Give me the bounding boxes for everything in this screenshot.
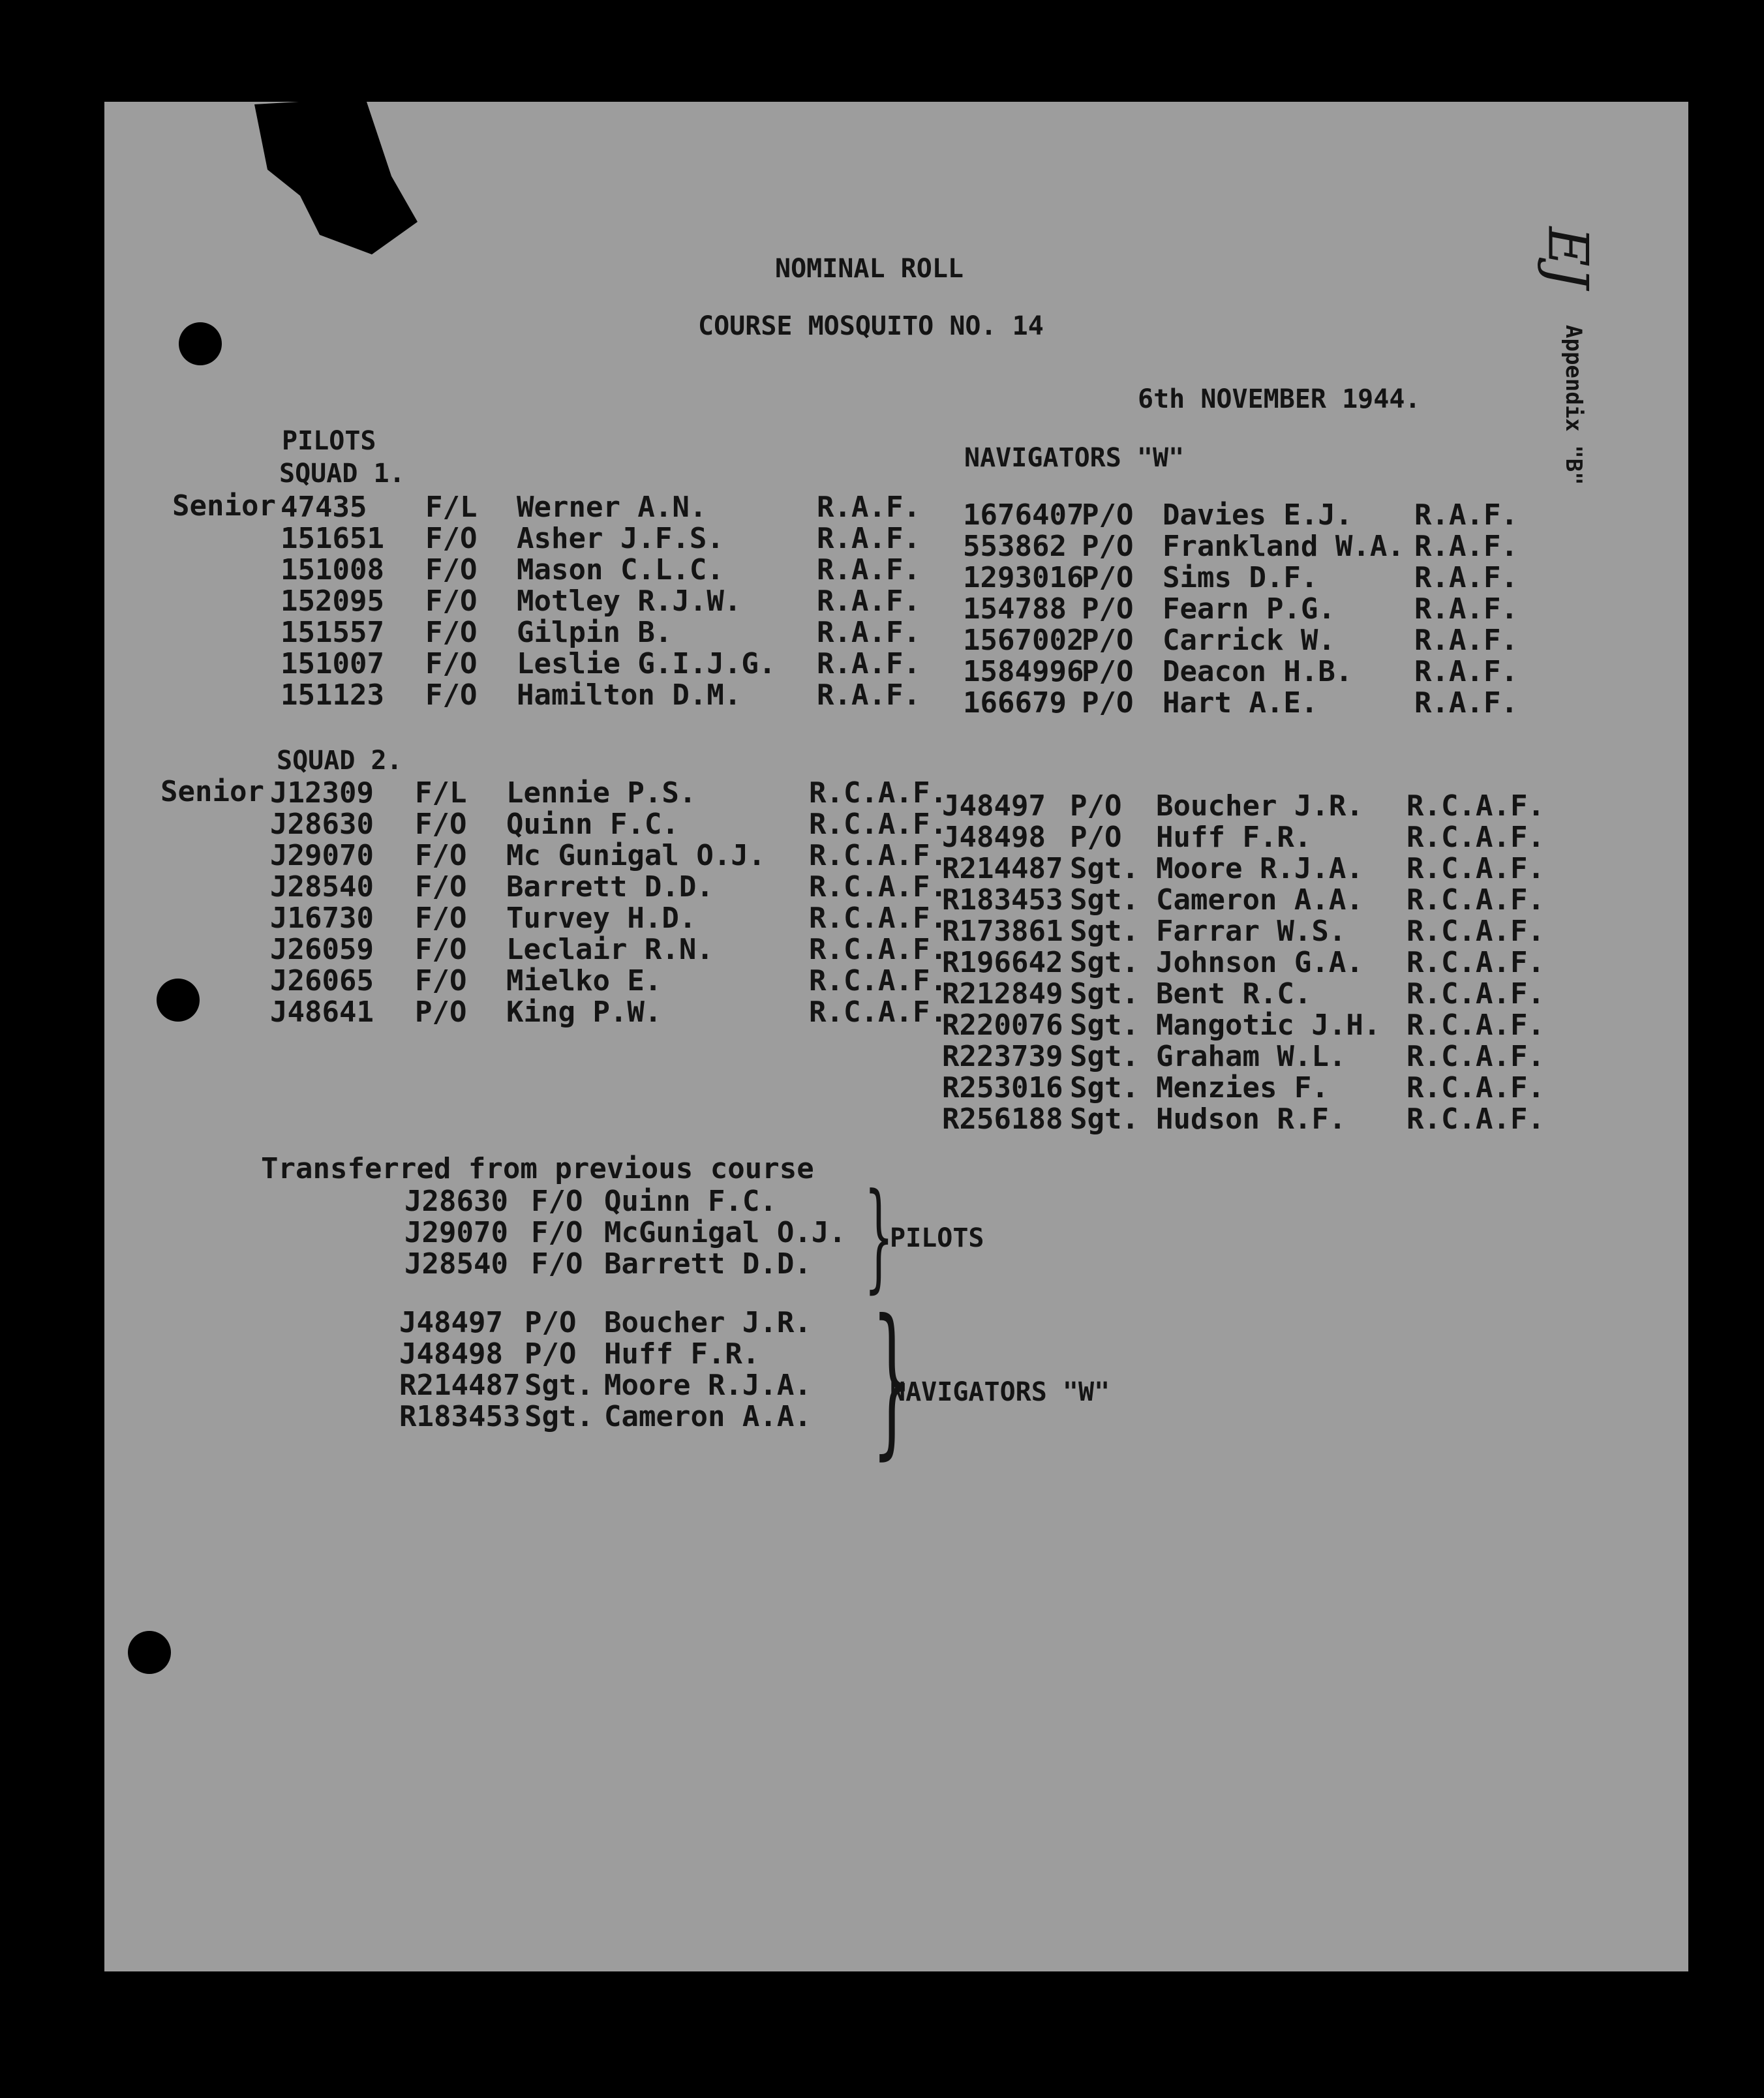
name: Quinn F.C. [604, 1185, 777, 1218]
service-number: 553862 [963, 530, 1067, 563]
rank: Sgt. [525, 1400, 594, 1433]
service-number: R196642 [942, 946, 1063, 979]
service-number: 1584996 [963, 655, 1084, 688]
name: Moore R.J.A. [604, 1369, 812, 1402]
name: Hudson R.F. [1156, 1102, 1346, 1136]
name: Hart A.E. [1163, 686, 1318, 720]
service-branch: R.C.A.F. [1407, 977, 1545, 1011]
handwritten-initials: EJ [1536, 226, 1600, 289]
name: Moore R.J.A. [1156, 852, 1363, 885]
service-number: 152095 [281, 585, 384, 618]
rank: F/L [425, 491, 478, 524]
service-branch: R.C.A.F. [1407, 1071, 1545, 1104]
service-branch: R.A.F. [1414, 592, 1518, 626]
service-number: R212849 [942, 977, 1063, 1011]
service-number: J29070 [270, 839, 374, 872]
service-number: 1567002 [963, 624, 1084, 657]
name: Barrett D.D. [506, 870, 714, 904]
name: Turvey H.D. [506, 902, 697, 935]
rank: Sgt. [1070, 1040, 1139, 1073]
rank: F/O [425, 647, 478, 680]
name: Johnson G.A. [1156, 946, 1363, 979]
service-branch: R.A.F. [1414, 686, 1518, 720]
name: Quinn F.C. [506, 808, 679, 841]
ink-blot [241, 98, 437, 261]
service-number: J48497 [399, 1306, 503, 1339]
service-number: J28540 [404, 1247, 508, 1281]
service-number: J48498 [399, 1337, 503, 1371]
service-branch: R.C.A.F. [809, 933, 947, 966]
name: Hamilton D.M. [517, 678, 742, 712]
service-branch: R.C.A.F. [1407, 1009, 1545, 1042]
service-number: R220076 [942, 1009, 1063, 1042]
rank: P/O [1082, 561, 1134, 594]
name: Gilpin B. [517, 616, 673, 649]
rank: F/O [531, 1185, 583, 1218]
name: Mc Gunigal O.J. [506, 839, 766, 872]
service-number: J48498 [942, 821, 1046, 854]
rank: P/O [1082, 655, 1134, 688]
rank: F/O [425, 678, 478, 712]
service-number: R183453 [942, 883, 1063, 917]
service-branch: R.C.A.F. [809, 902, 947, 935]
rank: P/O [1082, 686, 1134, 720]
service-number: R173861 [942, 915, 1063, 948]
service-branch: R.C.A.F. [1407, 789, 1545, 823]
service-number: 166679 [963, 686, 1067, 720]
service-branch: R.C.A.F. [809, 964, 947, 997]
service-branch: R.C.A.F. [1407, 1102, 1545, 1136]
service-branch: R.C.A.F. [809, 996, 947, 1029]
service-number: J26065 [270, 964, 374, 997]
pilots-heading: PILOTS [282, 426, 376, 456]
service-branch: R.A.F. [817, 522, 920, 555]
service-number: R214487 [942, 852, 1063, 885]
service-branch: R.A.F. [817, 616, 920, 649]
appendix-label: Appendix "B" [1560, 325, 1587, 485]
pilots-brace: } [864, 1168, 894, 1305]
rank: Sgt. [1070, 852, 1139, 885]
service-branch: R.A.F. [817, 553, 920, 586]
rank: F/O [425, 585, 478, 618]
rank: Sgt. [1070, 977, 1139, 1011]
document-title: NOMINAL ROLL [775, 254, 964, 284]
rank: F/O [415, 902, 467, 935]
name: Mielko E. [506, 964, 662, 997]
service-number: J12309 [270, 776, 374, 810]
name: Farrar W.S. [1156, 915, 1346, 948]
rank: Sgt. [1070, 1071, 1139, 1104]
squad2-label: SQUAD 2. [277, 746, 403, 776]
navigators-brace: } [871, 1285, 913, 1474]
name: Leslie G.I.J.G. [517, 647, 776, 680]
name: King P.W. [506, 996, 662, 1029]
course-title: COURSE MOSQUITO NO. 14 [698, 311, 1044, 341]
service-branch: R.A.F. [817, 585, 920, 618]
service-number: J28540 [270, 870, 374, 904]
rank: F/O [415, 870, 467, 904]
service-branch: R.A.F. [1414, 530, 1518, 563]
rank: F/L [415, 776, 467, 810]
service-number: R183453 [399, 1400, 521, 1433]
name: Frankland W.A. [1163, 530, 1405, 563]
rank: P/O [525, 1306, 577, 1339]
name: Huff F.R. [604, 1337, 760, 1371]
senior-label-squad2: Senior [160, 775, 264, 808]
rank: F/O [415, 808, 467, 841]
name: Werner A.N. [517, 491, 707, 524]
service-number: 47435 [281, 491, 367, 524]
service-number: J16730 [270, 902, 374, 935]
service-number: 1293016 [963, 561, 1084, 594]
service-branch: R.C.A.F. [809, 776, 947, 810]
name: Boucher J.R. [604, 1306, 812, 1339]
service-number: 151007 [281, 647, 384, 680]
name: Cameron A.A. [604, 1400, 812, 1433]
service-number: J48641 [270, 996, 374, 1029]
service-number: J28630 [404, 1185, 508, 1218]
name: Barrett D.D. [604, 1247, 812, 1281]
punch-hole-top [179, 322, 222, 365]
rank: F/O [531, 1247, 583, 1281]
service-branch: R.C.A.F. [1407, 1040, 1545, 1073]
service-number: R256188 [942, 1102, 1063, 1136]
service-branch: R.A.F. [817, 647, 920, 680]
service-number: R223739 [942, 1040, 1063, 1073]
service-branch: R.A.F. [1414, 655, 1518, 688]
rank: F/O [425, 616, 478, 649]
name: Davies E.J. [1163, 498, 1353, 532]
rank: F/O [415, 933, 467, 966]
transferred-heading: Transferred from previous course [261, 1152, 814, 1185]
name: McGunigal O.J. [604, 1216, 846, 1249]
name: Bent R.C. [1156, 977, 1312, 1011]
service-number: J29070 [404, 1216, 508, 1249]
name: Graham W.L. [1156, 1040, 1346, 1073]
rank: Sgt. [525, 1369, 594, 1402]
service-number: R214487 [399, 1369, 521, 1402]
service-branch: R.C.A.F. [1407, 915, 1545, 948]
service-branch: R.A.F. [1414, 498, 1518, 532]
service-branch: R.C.A.F. [809, 839, 947, 872]
rank: P/O [1082, 592, 1134, 626]
transferred-pilots-label: PILOTS [890, 1223, 984, 1253]
name: Motley R.J.W. [517, 585, 742, 618]
navigators-heading: NAVIGATORS "W" [964, 443, 1185, 473]
rank: P/O [525, 1337, 577, 1371]
rank: Sgt. [1070, 946, 1139, 979]
service-branch: R.A.F. [1414, 561, 1518, 594]
name: Cameron A.A. [1156, 883, 1363, 917]
service-number: 151651 [281, 522, 384, 555]
rank: Sgt. [1070, 1102, 1139, 1136]
name: Mason C.L.C. [517, 553, 724, 586]
name: Menzies F. [1156, 1071, 1329, 1104]
service-number: R253016 [942, 1071, 1063, 1104]
rank: P/O [1070, 821, 1122, 854]
service-number: J48497 [942, 789, 1046, 823]
service-branch: R.C.A.F. [1407, 946, 1545, 979]
name: Boucher J.R. [1156, 789, 1363, 823]
rank: Sgt. [1070, 1009, 1139, 1042]
rank: P/O [1082, 498, 1134, 532]
service-branch: R.C.A.F. [809, 870, 947, 904]
rank: F/O [415, 964, 467, 997]
service-branch: R.C.A.F. [1407, 883, 1545, 917]
punch-hole-middle [157, 979, 200, 1022]
name: Lennie P.S. [506, 776, 697, 810]
name: Deacon H.B. [1163, 655, 1353, 688]
punch-hole-bottom [128, 1631, 171, 1674]
service-number: 151557 [281, 616, 384, 649]
rank: F/O [425, 522, 478, 555]
service-branch: R.A.F. [817, 678, 920, 712]
transferred-navigators-label: NAVIGATORS "W" [890, 1377, 1110, 1407]
service-number: 151123 [281, 678, 384, 712]
rank: P/O [1082, 624, 1134, 657]
name: Sims D.F. [1163, 561, 1318, 594]
name: Carrick W. [1163, 624, 1335, 657]
senior-label-squad1: Senior [172, 489, 276, 523]
name: Fearn P.G. [1163, 592, 1335, 626]
service-number: J28630 [270, 808, 374, 841]
name: Asher J.F.S. [517, 522, 724, 555]
service-number: 151008 [281, 553, 384, 586]
service-number: 154788 [963, 592, 1067, 626]
rank: P/O [1082, 530, 1134, 563]
service-branch: R.A.F. [1414, 624, 1518, 657]
rank: F/O [425, 553, 478, 586]
rank: Sgt. [1070, 883, 1139, 917]
service-branch: R.A.F. [817, 491, 920, 524]
rank: P/O [1070, 789, 1122, 823]
rank: Sgt. [1070, 915, 1139, 948]
service-branch: R.C.A.F. [1407, 852, 1545, 885]
name: Leclair R.N. [506, 933, 714, 966]
service-branch: R.C.A.F. [1407, 821, 1545, 854]
service-number: J26059 [270, 933, 374, 966]
service-branch: R.C.A.F. [809, 808, 947, 841]
squad1-label: SQUAD 1. [279, 459, 405, 489]
rank: F/O [415, 839, 467, 872]
rank: P/O [415, 996, 467, 1029]
name: Mangotic J.H. [1156, 1009, 1381, 1042]
service-number: 1676407 [963, 498, 1084, 532]
rank: F/O [531, 1216, 583, 1249]
document-date: 6th NOVEMBER 1944. [1138, 384, 1421, 414]
name: Huff F.R. [1156, 821, 1312, 854]
